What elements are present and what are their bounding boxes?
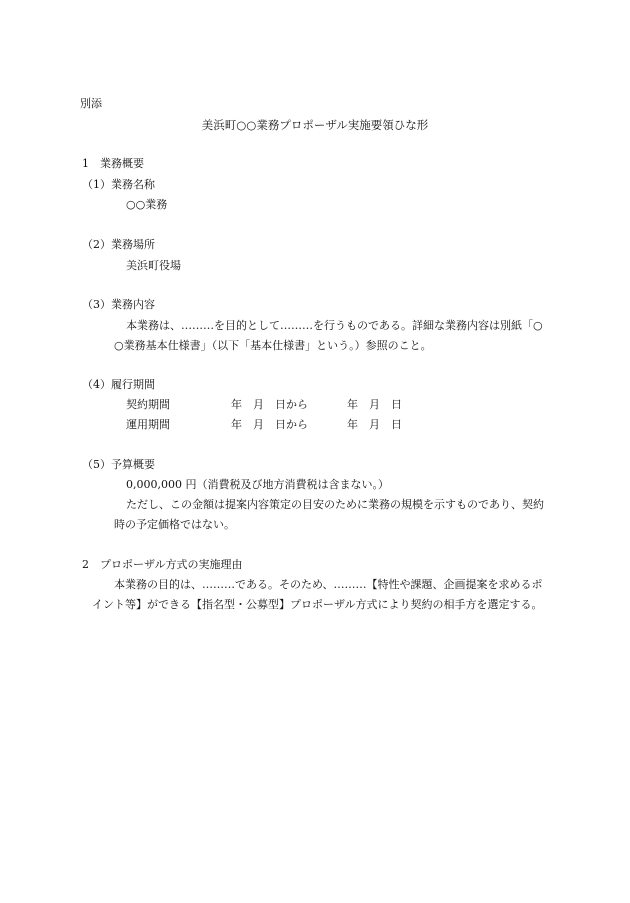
section-1-heading: 1 業務概要 bbox=[82, 157, 144, 170]
contract-period-label: 契約期間 bbox=[126, 398, 170, 411]
budget-amount: 0,000,000 円（消費税及び地方消費税は含まない。） bbox=[126, 478, 389, 491]
contract-period-to: 年 月 日 bbox=[347, 398, 402, 411]
budget-heading: （5）予算概要 bbox=[82, 458, 155, 471]
contract-period-from: 年 月 日から bbox=[231, 398, 308, 411]
business-name-value: ○○業務 bbox=[126, 198, 168, 211]
business-name-heading: （1）業務名称 bbox=[82, 178, 155, 191]
operation-period-to: 年 月 日 bbox=[347, 418, 402, 431]
section-2-heading: 2 プロポーザル方式の実施理由 bbox=[82, 558, 243, 571]
business-content-line-1: 本業務は、………を目的として………を行うものである。詳細な業務内容は別紙「○ bbox=[126, 319, 543, 332]
operation-period-from: 年 月 日から bbox=[231, 418, 308, 431]
operation-period-label: 運用期間 bbox=[126, 418, 170, 431]
performance-period-heading: （4）履行期間 bbox=[82, 378, 155, 391]
section-2-line-1: 本業務の目的は、………である。そのため、………【特性や課題、企画提案を求めるポ bbox=[114, 578, 543, 591]
business-content-heading: （3）業務内容 bbox=[82, 298, 155, 311]
attachment-label: 別添 bbox=[80, 97, 102, 110]
page-title: 美浜町○○業務プロポーザル実施要領ひな形 bbox=[201, 118, 429, 132]
business-place-heading: （2）業務場所 bbox=[82, 238, 155, 251]
budget-note-line-1: ただし、この金額は提案内容策定の目安のために業務の規模を示すものであり、契約 bbox=[126, 498, 544, 511]
section-2-line-2: イント等】ができる【指名型・公募型】プロポーザル方式により契約の相手方を選定する。 bbox=[92, 598, 543, 611]
business-content-line-2: ○業務基本仕様書」（以下「基本仕様書」という。）参照のこと。 bbox=[114, 339, 432, 352]
budget-note-line-2: 時の予定価格ではない。 bbox=[114, 518, 235, 531]
business-place-value: 美浜町役場 bbox=[126, 259, 181, 272]
